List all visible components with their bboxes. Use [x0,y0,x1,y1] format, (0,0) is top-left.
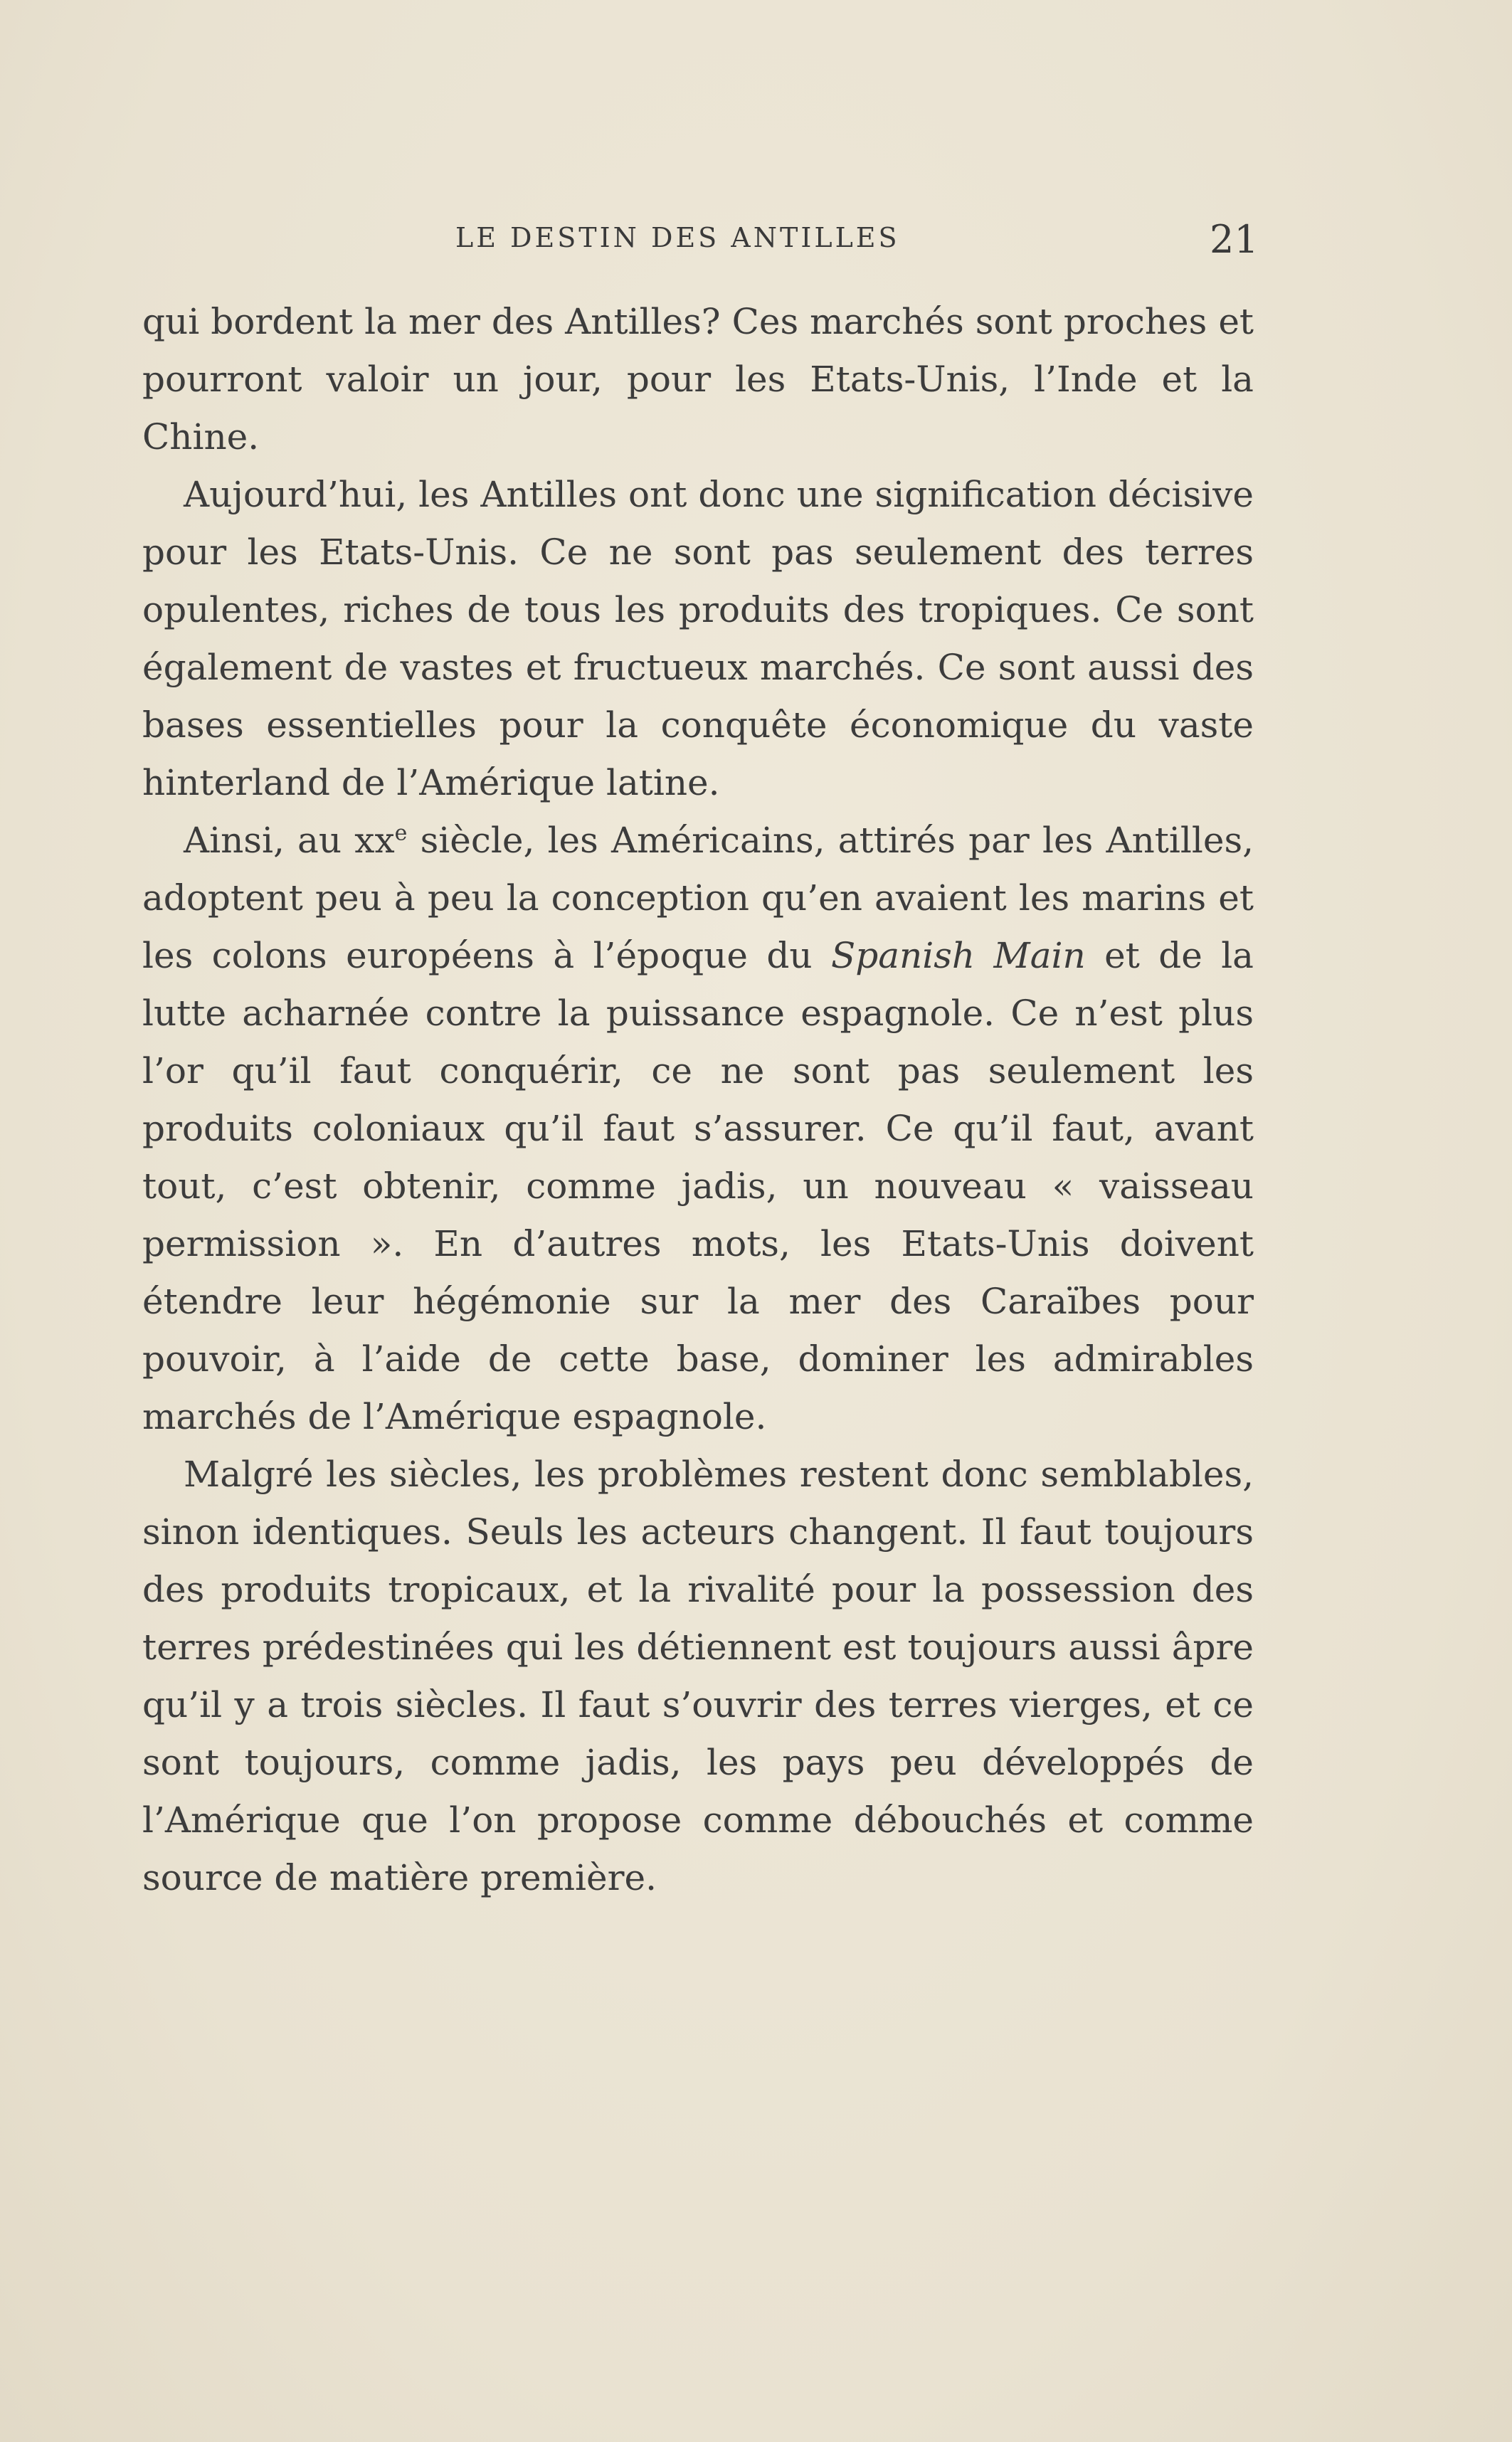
paragraph-3 [142,812,1254,1446]
paragraph-3-part-c: et de la lutte acharnée contre la puissance espagnole. Ce n’est plus l’or qu’il faut conquérir, ce ne sont pas seulement les produits coloniaux qu’il faut s’assurer. Ce qu’il faut, avant tout, c’est obtenir, comme jadis, un nouveau « vaisseau permission ». En d’autres mots, les Etats-Unis doivent étendre leur hégémonie sur la mer des Caraïbes pour pouvoir, à l’aide de cette base, dominer les admirables marchés de l’Amérique espagnole. [142,935,1254,1437]
italic-spanish-main: Spanish Main [830,935,1086,976]
paragraph-2: Aujourd’hui, les Antilles ont donc une signification décisive pour les Etats-Unis. Ce ne sont pas seulement des terres opulentes, riches de tous les produits des tropiques. Ce sont également de vastes et fructueux marchés. Ce sont aussi des bases essentielles pour la conquête économique du vaste hinterland de l’Amérique latine. [142,474,1254,803]
page-number: 21 [1210,217,1259,262]
superscript-e: e [394,820,408,846]
paragraph-3-part-b: siècle, les Américains, attirés par les Antilles, adoptent peu à peu la conception qu’en avaient les marins et les colons européens à l’époque du [142,820,1254,976]
body-text [142,293,1254,1907]
paragraph-4: Malgré les siècles, les problèmes restent donc semblables, sinon identiques. Seuls les acteurs changent. Il faut toujours des produits tropicaux, et la rivalité pour la possession des terres prédestinées qui les détiennent est toujours aussi âpre qu’il y a trois siècles. Il faut s’ouvrir des terres vierges, et ce sont toujours, comme jadis, les pays peu développés de l’Amérique que l’on propose comme débouchés et comme source de matière première. [142,1454,1254,1898]
paragraph-1: qui bordent la mer des Antilles? Ces marchés sont proches et pourront valoir un jour, pour les Etats-Unis, l’Inde et la Chine. [142,301,1254,458]
running-title: LE DESTIN DES ANTILLES [455,222,900,253]
paragraph-3-part-a: Ainsi, au xx [184,820,395,861]
